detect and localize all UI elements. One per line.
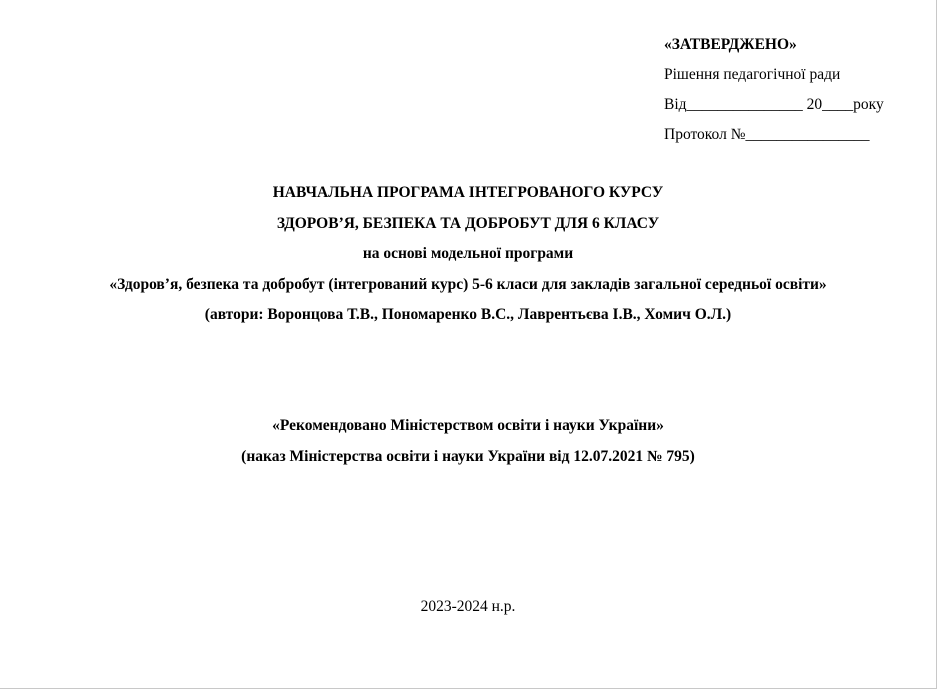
approval-date-line: Від_______________ 20____року (664, 96, 884, 113)
program-title-block (0, 178, 936, 331)
approval-decision: Рішення педагогічної ради (664, 66, 841, 83)
approval-heading: «ЗАТВЕРДЖЕНО» (664, 36, 797, 53)
program-basis-line: на основі модельної програми (362, 245, 574, 262)
academic-year: 2023-2024 н.р. (420, 598, 516, 615)
recommendation-block (0, 410, 936, 472)
recommendation-statement: «Рекомендовано Міністерством освіти і науки України» (272, 417, 664, 434)
recommendation-order: (наказ Міністерства освіти і науки України від 12.07.2021 № 795) (241, 448, 695, 465)
model-program-name: «Здоров’я, безпека та добробут (інтегрований курс) 5-6 класи для закладів загальної середньої освіти» (109, 275, 827, 293)
program-title-line-1: НАВЧАЛЬНА ПРОГРАМА ІНТЕГРОВАНОГО КУРСУ (272, 184, 664, 201)
program-title-line-2: ЗДОРОВ’Я, БЕЗПЕКА ТА ДОБРОБУТ ДЛЯ 6 КЛАСУ (276, 214, 660, 232)
approval-block (664, 30, 924, 150)
program-authors: (автори: Воронцова Т.В., Пономаренко В.С., Лаврентьєва І.В., Хомич О.Л.) (204, 306, 732, 323)
approval-protocol-line: Протокол №________________ (664, 126, 870, 143)
